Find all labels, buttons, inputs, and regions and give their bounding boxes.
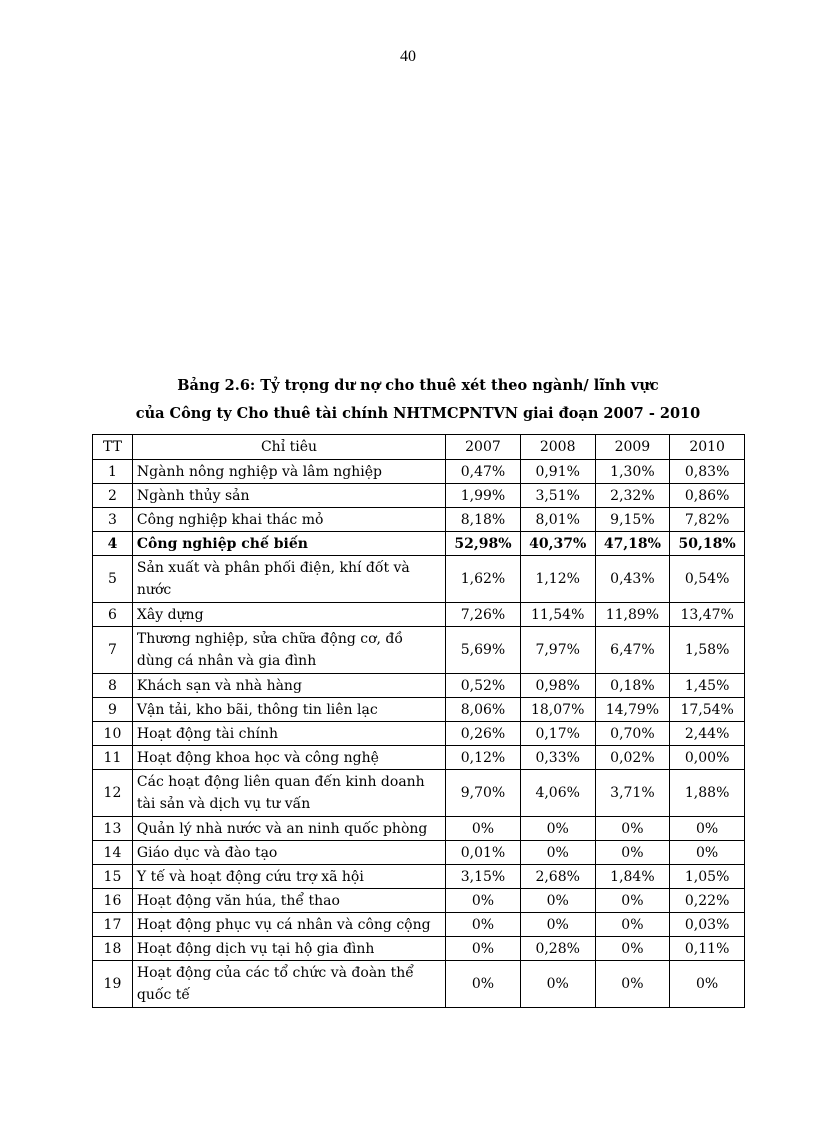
row-number: 14 (93, 841, 133, 865)
row-indicator: Vận tải, kho bãi, thông tin liên lạc (132, 698, 445, 722)
value-2007: 0% (446, 961, 521, 1008)
row-number: 5 (93, 556, 133, 603)
table-row (93, 674, 745, 698)
value-2008: 0% (520, 889, 595, 913)
value-2008: 1,12% (520, 556, 595, 603)
value-2007: 0,47% (446, 460, 521, 484)
row-number: 3 (93, 508, 133, 532)
table-row (93, 460, 745, 484)
row-indicator: Hoạt động tài chính (132, 722, 445, 746)
table-row (93, 913, 745, 937)
value-2007: 0,26% (446, 722, 521, 746)
table-row (93, 698, 745, 722)
value-2008: 2,68% (520, 865, 595, 889)
value-2009: 47,18% (595, 532, 670, 556)
value-2007: 3,15% (446, 865, 521, 889)
value-2009: 11,89% (595, 603, 670, 627)
row-indicator: Y tế và hoạt động cứu trợ xã hội (132, 865, 445, 889)
value-2008: 0,98% (520, 674, 595, 698)
table-row (93, 532, 745, 556)
value-2008: 0% (520, 913, 595, 937)
table-body (93, 460, 745, 1008)
value-2007: 8,18% (446, 508, 521, 532)
row-indicator: Hoạt động dịch vụ tại hộ gia đình (132, 937, 445, 961)
value-2010: 0,83% (670, 460, 745, 484)
row-number: 8 (93, 674, 133, 698)
header-indicator: Chỉ tiêu (132, 435, 445, 460)
value-2009: 0,70% (595, 722, 670, 746)
table-row (93, 484, 745, 508)
value-2007: 0% (446, 889, 521, 913)
value-2009: 0% (595, 889, 670, 913)
value-2010: 0,00% (670, 746, 745, 770)
header-2010: 2010 (670, 435, 745, 460)
table-row (93, 556, 745, 603)
value-2007: 0% (446, 817, 521, 841)
value-2008: 0,91% (520, 460, 595, 484)
row-indicator: Ngành nông nghiệp và lâm nghiệp (132, 460, 445, 484)
row-number: 13 (93, 817, 133, 841)
value-2007: 5,69% (446, 627, 521, 674)
row-number: 12 (93, 770, 133, 817)
value-2010: 0,11% (670, 937, 745, 961)
header-2009: 2009 (595, 435, 670, 460)
table-row (93, 770, 745, 817)
table-row (93, 508, 745, 532)
table-row (93, 722, 745, 746)
row-indicator: Công nghiệp khai thác mỏ (132, 508, 445, 532)
value-2008: 0% (520, 841, 595, 865)
value-2007: 0,01% (446, 841, 521, 865)
table-row (93, 627, 745, 674)
value-2009: 1,30% (595, 460, 670, 484)
value-2009: 14,79% (595, 698, 670, 722)
row-indicator: Khách sạn và nhà hàng (132, 674, 445, 698)
value-2008: 11,54% (520, 603, 595, 627)
table-row (93, 841, 745, 865)
value-2009: 3,71% (595, 770, 670, 817)
value-2009: 6,47% (595, 627, 670, 674)
value-2010: 1,88% (670, 770, 745, 817)
value-2007: 0,12% (446, 746, 521, 770)
row-indicator: Hoạt động khoa học và công nghệ (132, 746, 445, 770)
value-2009: 0% (595, 937, 670, 961)
row-number: 4 (93, 532, 133, 556)
value-2009: 0,43% (595, 556, 670, 603)
value-2010: 7,82% (670, 508, 745, 532)
row-number: 7 (93, 627, 133, 674)
value-2010: 1,05% (670, 865, 745, 889)
header-tt: TT (93, 435, 133, 460)
value-2010: 0,86% (670, 484, 745, 508)
row-indicator: Hoạt động văn húa, thể thao (132, 889, 445, 913)
value-2009: 9,15% (595, 508, 670, 532)
value-2008: 18,07% (520, 698, 595, 722)
value-2010: 0,54% (670, 556, 745, 603)
value-2008: 3,51% (520, 484, 595, 508)
row-indicator: Ngành thủy sản (132, 484, 445, 508)
value-2008: 0% (520, 817, 595, 841)
header-2008: 2008 (520, 435, 595, 460)
table-header-row (93, 435, 745, 460)
value-2008: 0,33% (520, 746, 595, 770)
value-2008: 0% (520, 961, 595, 1008)
row-indicator: Các hoạt động liên quan đến kinh doanh tài sản và dịch vụ tư vấn (132, 770, 445, 817)
value-2010: 0,03% (670, 913, 745, 937)
value-2007: 1,99% (446, 484, 521, 508)
row-number: 10 (93, 722, 133, 746)
table-row (93, 603, 745, 627)
page-number: 40 (400, 48, 416, 65)
value-2007: 52,98% (446, 532, 521, 556)
table-row (93, 817, 745, 841)
table-row (93, 865, 745, 889)
row-indicator: Xây dựng (132, 603, 445, 627)
row-number: 11 (93, 746, 133, 770)
value-2010: 1,45% (670, 674, 745, 698)
value-2010: 0% (670, 841, 745, 865)
row-number: 15 (93, 865, 133, 889)
row-indicator: Hoạt động phục vụ cá nhân và công cộng (132, 913, 445, 937)
table-caption-line-2: của Công ty Cho thuê tài chính NHTMCPNTVN giai đoạn 2007 - 2010 (135, 405, 701, 422)
value-2009: 1,84% (595, 865, 670, 889)
row-number: 16 (93, 889, 133, 913)
value-2007: 0,52% (446, 674, 521, 698)
value-2007: 0% (446, 913, 521, 937)
table-row (93, 889, 745, 913)
table-caption-line-1: Bảng 2.6: Tỷ trọng dư nợ cho thuê xét theo ngành/ lĩnh vực (177, 377, 659, 394)
value-2007: 0% (446, 937, 521, 961)
row-indicator: Quản lý nhà nước và an ninh quốc phòng (132, 817, 445, 841)
row-indicator: Giáo dục và đào tạo (132, 841, 445, 865)
value-2008: 40,37% (520, 532, 595, 556)
value-2008: 0,17% (520, 722, 595, 746)
value-2009: 2,32% (595, 484, 670, 508)
table-row (93, 937, 745, 961)
value-2010: 0% (670, 961, 745, 1008)
row-number: 6 (93, 603, 133, 627)
value-2010: 17,54% (670, 698, 745, 722)
row-number: 17 (93, 913, 133, 937)
value-2009: 0% (595, 961, 670, 1008)
header-2007: 2007 (446, 435, 521, 460)
value-2007: 8,06% (446, 698, 521, 722)
value-2007: 7,26% (446, 603, 521, 627)
row-indicator: Thương nghiệp, sửa chữa động cơ, đồ dùng cá nhân và gia đình (132, 627, 445, 674)
value-2010: 0% (670, 817, 745, 841)
value-2007: 9,70% (446, 770, 521, 817)
row-indicator: Sản xuất và phân phối điện, khí đốt và nước (132, 556, 445, 603)
value-2009: 0,18% (595, 674, 670, 698)
value-2009: 0% (595, 841, 670, 865)
value-2009: 0% (595, 817, 670, 841)
row-number: 9 (93, 698, 133, 722)
value-2007: 1,62% (446, 556, 521, 603)
row-indicator: Công nghiệp chế biến (132, 532, 445, 556)
industry-share-table (92, 434, 745, 1008)
value-2008: 8,01% (520, 508, 595, 532)
table-row (93, 746, 745, 770)
row-number: 2 (93, 484, 133, 508)
value-2010: 50,18% (670, 532, 745, 556)
value-2010: 2,44% (670, 722, 745, 746)
value-2009: 0,02% (595, 746, 670, 770)
value-2009: 0% (595, 913, 670, 937)
row-number: 1 (93, 460, 133, 484)
row-number: 18 (93, 937, 133, 961)
row-indicator: Hoạt động của các tổ chức và đoàn thể quốc tế (132, 961, 445, 1008)
value-2008: 4,06% (520, 770, 595, 817)
value-2008: 0,28% (520, 937, 595, 961)
value-2008: 7,97% (520, 627, 595, 674)
table-row (93, 961, 745, 1008)
value-2010: 13,47% (670, 603, 745, 627)
value-2010: 0,22% (670, 889, 745, 913)
row-number: 19 (93, 961, 133, 1008)
value-2010: 1,58% (670, 627, 745, 674)
